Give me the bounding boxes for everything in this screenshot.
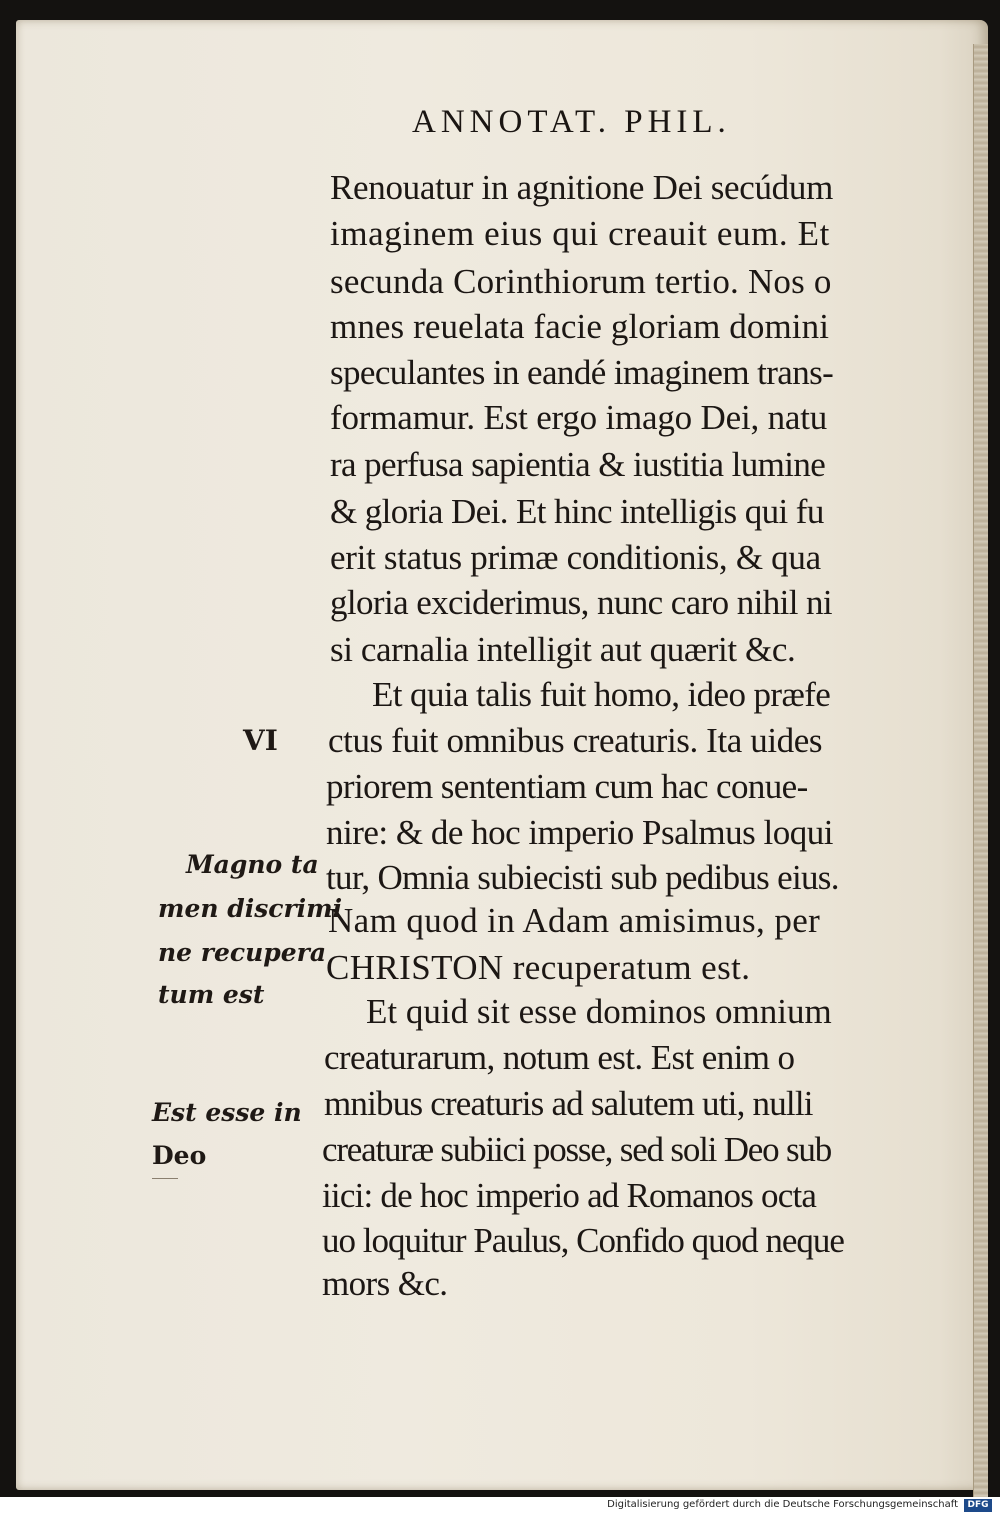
text-line: tur, Omnia subiecisti sub pedibus eius. xyxy=(326,858,839,897)
margin-note-line: men discrimi xyxy=(158,894,343,923)
text-line: speculantes in eandé imaginem trans- xyxy=(330,353,834,392)
text-line: Et quid sit esse dominos omnium xyxy=(366,992,832,1031)
text-line: ctus fuit omnibus creaturis. Ita uides xyxy=(328,721,823,760)
margin-note-line: ne recupera xyxy=(158,938,327,967)
text-line: mors &c. xyxy=(322,1264,448,1303)
margin-note-line: Est esse in xyxy=(152,1098,302,1127)
dfg-logo: DFG xyxy=(964,1499,992,1512)
text-line: Et quia talis fuit homo, ideo præfe xyxy=(372,675,831,714)
text-line: Renouatur in agnitione Dei secúdum xyxy=(330,168,834,207)
text-line: Nam quod in Adam amisimus, per xyxy=(328,901,821,940)
text-line: mnes reuelata facie gloriam domini xyxy=(330,307,830,346)
margin-rule xyxy=(152,1178,178,1179)
text-line: formamur. Est ergo imago Dei, natu xyxy=(330,398,828,437)
text-line: mnibus creaturis ad salutem uti, nulli xyxy=(324,1084,813,1123)
margin-note-line: Magno ta xyxy=(186,850,319,879)
text-line: iici: de hoc imperio ad Romanos octa xyxy=(322,1176,817,1215)
margin-note-line: Deo xyxy=(152,1141,207,1170)
text-line: nire: & de hoc imperio Psalmus loqui xyxy=(326,813,833,852)
text-line: erit status primæ conditionis, & qua xyxy=(330,538,821,577)
text-line: uo loquitur Paulus, Confido quod neque xyxy=(322,1221,844,1260)
text-line: secunda Corinthiorum tertio. Nos o xyxy=(330,262,832,301)
text-line: creaturæ subiici posse, sed soli Deo sub xyxy=(322,1130,831,1169)
text-line: si carnalia intelligit aut quærit &c. xyxy=(330,630,796,669)
footer-bar xyxy=(0,1497,1000,1516)
margin-note-line: tum est xyxy=(158,980,265,1009)
text-line: imaginem eius qui creauit eum. Et xyxy=(330,214,830,253)
text-line: ra perfusa sapientia & iustitia lumine xyxy=(330,445,826,484)
section-number: VI xyxy=(243,724,278,757)
funding-credit: Digitalisierung gefördert durch die Deutsche Forschungsgemeinschaft xyxy=(607,1499,958,1510)
text-line: priorem sententiam cum hac conue- xyxy=(326,767,808,806)
text-line: creaturarum, notum est. Est enim o xyxy=(324,1038,795,1077)
running-head: ANNOTAT. PHIL. xyxy=(412,104,731,140)
text-line: & gloria Dei. Et hinc intelligis qui fu xyxy=(330,492,824,531)
text-line: CHRISTON recuperatum est. xyxy=(326,948,751,987)
text-line: gloria exciderimus, nunc caro nihil ni xyxy=(330,583,833,622)
